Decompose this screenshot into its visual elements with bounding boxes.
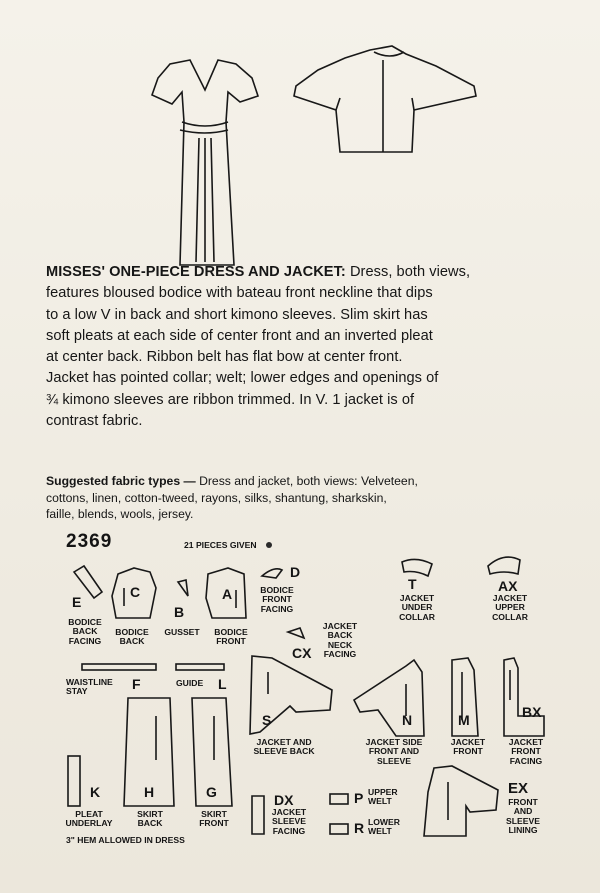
piece-label-d: BODICE FRONT FACING (260, 585, 294, 614)
fabric-line-2: cottons, linen, cotton-tweed, rayons, silks, shantung, sharkskin, (46, 490, 387, 505)
dress-back-drawing (152, 60, 258, 265)
piece-label-c: BODICE BACK (115, 627, 149, 647)
piece-label-f: WAISTLINE STAY (66, 677, 113, 697)
piece-letter-d: D (290, 564, 301, 580)
piece-label-a: BODICE FRONT (214, 627, 248, 647)
piece-letter-dx: DX (274, 792, 294, 808)
piece-letter-ex: EX (508, 780, 529, 797)
piece-label-n: JACKET SIDE FRONT AND SLEEVE (365, 737, 423, 766)
fabric-label: Suggested fabric types — (46, 474, 196, 488)
pattern-number: 2369 (66, 531, 113, 552)
piece-label-cx: JACKET BACK NECK FACING (322, 621, 358, 660)
piece-label-k: PLEAT UNDERLAY (65, 809, 113, 829)
piece-letter-l: L (218, 676, 227, 692)
piece-label-dx: JACKET SLEEVE FACING (271, 807, 307, 836)
piece-label-e: BODICE BACK FACING (68, 617, 102, 646)
piece-label-r: LOWER WELT (368, 817, 400, 837)
piece-label-s: JACKET AND SLEEVE BACK (253, 737, 315, 757)
piece-letter-r: R (354, 820, 365, 836)
piece-letter-h: H (144, 784, 155, 800)
hole-mark (266, 542, 272, 548)
pieces-given: 21 PIECES GIVEN (184, 540, 257, 550)
piece-letter-p: P (354, 790, 364, 806)
piece-letter-e: E (72, 594, 82, 610)
hem-note: 3" HEM ALLOWED IN DRESS (66, 835, 185, 845)
piece-label-bx: JACKET FRONT FACING (508, 737, 544, 766)
piece-letter-a: A (222, 586, 233, 602)
piece-letter-ax: AX (498, 578, 518, 594)
piece-letter-m: M (458, 712, 470, 728)
piece-label-l: GUIDE (176, 678, 204, 688)
fabric-suggestions (46, 473, 562, 523)
garment-description (46, 262, 562, 432)
piece-letter-t: T (408, 576, 417, 592)
fabric-line-1: Dress and jacket, both views: Velveteen, (199, 474, 418, 488)
jacket-back-drawing (294, 46, 476, 152)
piece-label-m: JACKET FRONT (450, 737, 486, 757)
piece-label-t: JACKET UNDER COLLAR (399, 593, 435, 622)
description-line-6: Jacket has pointed collar; welt; lower edges and openings of (46, 370, 439, 387)
piece-letter-k: K (90, 784, 101, 800)
description-line-5: at center back. Ribbon belt has flat bow at center front. (46, 349, 403, 366)
piece-letter-c: C (130, 584, 141, 600)
description-line-3: to a low V in back and short kimono sleeves. Slim skirt has (46, 306, 428, 323)
piece-letter-bx: BX (522, 704, 542, 720)
fabric-line-3: faille, blends, wools, jersey. (46, 507, 194, 522)
description-line-2: features bloused bodice with bateau front neckline that dips (46, 285, 433, 302)
piece-letter-s: S (262, 712, 272, 728)
piece-label-ex: FRONT AND SLEEVE LINING (506, 797, 540, 836)
description-line-7: ¾ kimono sleeves are ribbon trimmed. In V. 1 jacket is of (46, 391, 415, 408)
piece-letter-n: N (402, 712, 413, 728)
description-line-4: soft pleats at each side of center front and an inverted pleat (46, 327, 433, 344)
piece-label-p: UPPER WELT (368, 787, 398, 807)
description-line-1: Dress, both views, (349, 264, 471, 280)
piece-letter-b: B (174, 604, 185, 620)
piece-label-ax: JACKET UPPER COLLAR (492, 593, 528, 622)
piece-letter-cx: CX (292, 645, 312, 661)
description-title: MISSES' ONE-PIECE DRESS AND JACKET: (46, 264, 346, 280)
piece-letter-g: G (206, 784, 217, 800)
piece-label-g: SKIRT FRONT (199, 809, 229, 829)
piece-label-h: SKIRT BACK (137, 809, 163, 829)
piece-letter-f: F (132, 676, 141, 692)
description-line-8: contrast fabric. (46, 413, 143, 430)
piece-label-b: GUSSET (164, 627, 200, 637)
